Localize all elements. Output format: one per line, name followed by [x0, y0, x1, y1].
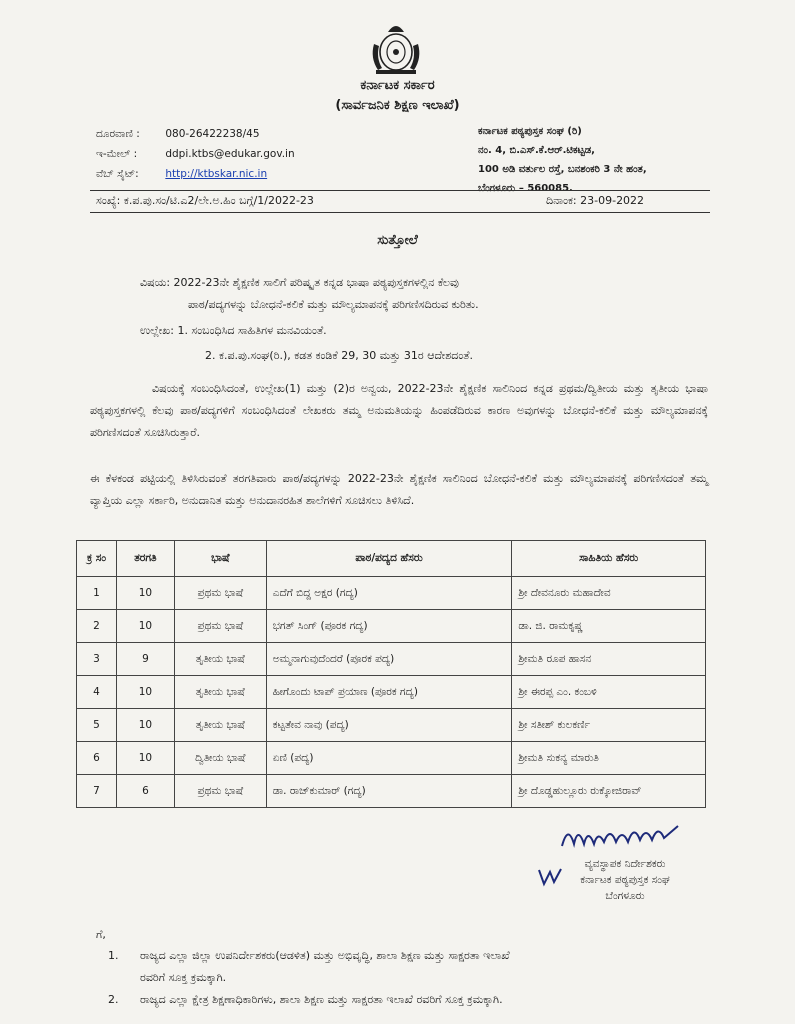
cell-serial: 5: [77, 709, 117, 742]
cell-class: 10: [116, 676, 174, 709]
recipient-text: ರಾಜ್ಯದ ಎಲ್ಲಾ ಕ್ಷೇತ್ರ ಶಿಕ್ಷಣಾಧಿಕಾರಿಗಳು, ಶಾಲಾ ಶಿಕ್ಷಣ ಮತ್ತು ಸಾಕ್ಷರತಾ ಇಲಾಖೆ ರವರಿಗೆ ಸೂಕ್ತ ಕ್ರಮಕ್ಕಾಗಿ.: [140, 993, 503, 1006]
table-row: [77, 577, 706, 610]
cell-serial: 1: [77, 577, 117, 610]
cell-class: 10: [116, 610, 174, 643]
cell-serial: 3: [77, 643, 117, 676]
signatory-org: ಕರ್ನಾಟಕ ಪಠ್ಯಪುಸ್ತಕ ಸಂಘ: [580, 874, 670, 886]
phone-label: ದೂರವಾಣಿ :: [96, 128, 140, 140]
department-name: (ಸಾರ್ವಜನಿಕ ಶಿಕ್ಷಣ ಇಲಾಖೆ): [335, 98, 460, 113]
reference-2: 2. ಕ.ಪ.ಪು.ಸಂಘ(ರಿ.), ಕಡತ ಕಂಡಿಕೆ 29, 30 ಮತ್ತು 31ರ ಆದೇಶದಂತೆ.: [205, 349, 473, 362]
signatory-city: ಬೆಂಗಳೂರು: [605, 890, 645, 902]
cell-lesson: ಡಾ. ರಾಜ್‌ಕುಮಾರ್ (ಗದ್ಯ): [266, 775, 512, 808]
cell-serial: 2: [77, 610, 117, 643]
cell-class: 10: [116, 709, 174, 742]
signatory-block: [545, 856, 705, 904]
circular-date: ದಿನಾಂಕ: 23-09-2022: [546, 194, 645, 207]
state-emblem-icon: [366, 18, 426, 76]
cell-class: 9: [116, 643, 174, 676]
reference-number: ಸಂಖ್ಯೆ: ಕ.ಪ.ಪು.ಸಂ/ಟಿ.ಎ2/ಲೇ.ಅ.ಹಿಂ ಬಗ್ಗೆ/1/2022-23: [96, 194, 314, 207]
recipient-number: 2.: [108, 993, 119, 1006]
phone-row: [96, 124, 295, 144]
table-row: [77, 643, 706, 676]
cell-language: ಪ್ರಥಮ ಭಾಷೆ: [174, 610, 266, 643]
contact-block: [96, 124, 295, 184]
cell-language: ದ್ವಿತೀಯ ಭಾಷೆ: [174, 742, 266, 775]
col-author: ಸಾಹಿತಿಯ ಹೆಸರು: [512, 541, 706, 577]
cell-language: ತೃತೀಯ ಭಾಷೆ: [174, 676, 266, 709]
table-row: [77, 610, 706, 643]
to-label: ಗೆ,: [96, 928, 106, 941]
col-serial: ಕ್ರ ಸಂ: [77, 541, 117, 577]
website-row: [96, 164, 295, 184]
government-name: ಕರ್ನಾಟಕ ಸರ್ಕಾರ: [360, 78, 435, 93]
cell-class: 6: [116, 775, 174, 808]
recipient-number: 1.: [108, 949, 119, 962]
cell-lesson: ಏಣಿ (ಪದ್ಯ): [266, 742, 512, 775]
phone-number: 080-26422238/45: [165, 128, 260, 140]
col-class: ತರಗತಿ: [116, 541, 174, 577]
address-line-2: ನಂ. 4, ಬಿ.ಎಸ್.ಕೆ.ಆರ್.ಟಿಕಟ್ಟಡ,: [478, 145, 595, 156]
cell-author: ಶ್ರೀ ದೊಡ್ಡಹುಲ್ಲೂರು ರುಕ್ಕೋಜಿರಾವ್: [512, 775, 706, 808]
table-row: [77, 676, 706, 709]
cell-class: 10: [116, 742, 174, 775]
body-paragraph-2: ಈ ಕೆಳಕಂಡ ಪಟ್ಟಿಯಲ್ಲಿ ತಿಳಿಸಿರುವಂತೆ ತರಗತಿವಾರು ಪಾಠ/ಪದ್ಯಗಳನ್ನು 2022-23ನೇ ಶೈಕ್ಷಣಿಕ ಸಾಲಿನಿಂದ ಬೋಧನೆ-ಕಲಿಕೆ ಮತ್ತು ಮೌಲ್ಯಮಾಪನಕ್ಕೆ ಪರಿಗಣಿಸದಂತೆ ತಮ್ಮ ವ್ಯಾಪ್ತಿಯ ಎಲ್ಲಾ ಸರ್ಕಾರಿ, ಅನುದಾನಿತ ಮತ್ತು ಅನುದಾನರಹಿತ ಶಾಲೆಗಳಿಗೆ ಸೂಚಿಸಲು ತಿಳಿಸಿದೆ.: [90, 472, 708, 507]
cell-language: ಪ್ರಥಮ ಭಾಷೆ: [174, 775, 266, 808]
office-address: [478, 122, 647, 198]
subject-block: [140, 272, 700, 316]
lessons-table: [76, 540, 706, 808]
col-language: ಭಾಷೆ: [174, 541, 266, 577]
cell-serial: 6: [77, 742, 117, 775]
cell-author: ಶ್ರೀಮತಿ ರೂಪ ಹಾಸನ: [512, 643, 706, 676]
cell-lesson: ಕಟ್ಟತೇವ ನಾವು (ಪದ್ಯ): [266, 709, 512, 742]
email-address[interactable]: ddpi.ktbs@edukar.gov.in: [165, 148, 295, 160]
cell-serial: 7: [77, 775, 117, 808]
website-label: ವೆಬ್ ಸೈಟ್:: [96, 168, 139, 180]
address-line-3: 100 ಅಡಿ ವರ್ತುಲ ರಸ್ತೆ, ಬನಶಂಕರಿ 3 ನೇ ಹಂತ,: [478, 164, 647, 175]
email-label: ಇ-ಮೇಲ್ :: [96, 148, 138, 160]
reference-1: ಉಲ್ಲೇಖ: 1. ಸಂಬಂಧಿಸಿದ ಸಾಹಿತಿಗಳ ಮನವಿಯಂತೆ.: [140, 324, 327, 337]
email-row: [96, 144, 295, 164]
cell-lesson: ಅಮ್ಮನಾಗುವುದೆಂದರೆ (ಪೂರಕ ಪದ್ಯ): [266, 643, 512, 676]
cell-author: ಶ್ರೀ ಸತೀಶ್ ಕುಲಕರ್ಣಿ: [512, 709, 706, 742]
reference-block: [140, 318, 473, 368]
cell-language: ತೃತೀಯ ಭಾಷೆ: [174, 709, 266, 742]
col-lesson: ಪಾಠ/ಪದ್ಯದ ಹೆಸರು: [266, 541, 512, 577]
divider: [90, 190, 710, 191]
subject-line-1: ವಿಷಯ: 2022-23ನೇ ಶೈಕ್ಷಣಿಕ ಸಾಲಿಗೆ ಪರಿಷ್ಕೃತ ಕನ್ನಡ ಭಾಷಾ ಪಠ್ಯಪುಸ್ತಕಗಳಲ್ಲಿನ ಕೆಲವು: [140, 276, 459, 289]
table-header-row: [77, 541, 706, 577]
cell-author: ಶ್ರೀ ಈರಪ್ಪ ಎಂ. ಕಂಬಳಿ: [512, 676, 706, 709]
table-row: [77, 742, 706, 775]
signatory-title: ವ್ಯವಸ್ಥಾಪಕ ನಿರ್ದೇಶಕರು: [584, 858, 666, 870]
cell-language: ತೃತೀಯ ಭಾಷೆ: [174, 643, 266, 676]
cell-author: ಶ್ರೀ ದೇವನೂರು ಮಹಾದೇವ: [512, 577, 706, 610]
cell-author: ಡಾ. ಜಿ. ರಾಮಕೃಷ್ಣ: [512, 610, 706, 643]
cell-lesson: ಎದೆಗೆ ಬಿದ್ದ ಅಕ್ಷರ (ಗದ್ಯ): [266, 577, 512, 610]
circular-heading: ಸುತ್ತೋಲೆ: [377, 233, 418, 248]
list-item: [108, 989, 698, 1011]
cell-class: 10: [116, 577, 174, 610]
divider: [90, 212, 710, 213]
address-line-1: ಕರ್ನಾಟಕ ಪಠ್ಯಪುಸ್ತಕ ಸಂಘ (ರಿ): [478, 126, 582, 137]
table-row: [77, 709, 706, 742]
table-row: [77, 775, 706, 808]
cell-lesson: ಭಗತ್ ಸಿಂಗ್ (ಪೂರಕ ಗದ್ಯ): [266, 610, 512, 643]
body-paragraph-1: ವಿಷಯಕ್ಕೆ ಸಂಬಂಧಿಸಿದಂತೆ, ಉಲ್ಲೇಖ(1) ಮತ್ತು (2)ರ ಅನ್ವಯ, 2022-23ನೇ ಶೈಕ್ಷಣಿಕ ಸಾಲಿನಿಂದ ಕನ್ನಡ ಪ್ರಥಮ/ದ್ವಿತೀಯ ಮತ್ತು ತೃತೀಯ ಭಾಷಾ ಪಠ್ಯಪುಸ್ತಕಗಳಲ್ಲಿ ಕೆಲವು ಪಾಠ/ಪದ್ಯಗಳಿಗೆ ಸಂಬಂಧಿಸಿದಂತೆ ಲೇಖಕರು ತಮ್ಮ ಅನುಮತಿಯನ್ನು ಹಿಂಪಡೆದಿರುವ ಕಾರಣ ಅವುಗಳನ್ನು ಬೋಧನೆ-ಕಲಿಕೆ ಮತ್ತು ಮೌಲ್ಯಮಾಪನಕ್ಕೆ ಪರಿಗಣಿಸದಂತೆ ಸೂಚಿಸಿರುತ್ತಾರೆ.: [90, 382, 708, 439]
cell-author: ಶ್ರೀಮತಿ ಸುಕನ್ಯ ಮಾರುತಿ: [512, 742, 706, 775]
recipient-text: ರಾಜ್ಯದ ಎಲ್ಲಾ ಜಿಲ್ಲಾ ಉಪನಿರ್ದೇಶಕರು(ಆಡಳಿತ) ಮತ್ತು ಅಭಿವೃದ್ಧಿ, ಶಾಲಾ ಶಿಕ್ಷಣ ಮತ್ತು ಸಾಕ್ಷರತಾ ಇಲಾಖೆ: [140, 949, 510, 962]
signature-scribble-icon: [558, 818, 688, 858]
subject-line-2: ಪಾಠ/ಪದ್ಯಗಳನ್ನು ಬೋಧನೆ-ಕಲಿಕೆ ಮತ್ತು ಮೌಲ್ಯಮಾಪನಕ್ಕೆ ಪರಿಗಣಿಸದಿರುವ ಕುರಿತು.: [188, 298, 479, 311]
list-item: [108, 945, 698, 967]
website-link[interactable]: http://ktbskar.nic.in: [165, 168, 268, 180]
cell-lesson: ಹೀಗೊಂದು ಟಾಪ್ ಪ್ರಯಾಣ (ಪೂರಕ ಗದ್ಯ): [266, 676, 512, 709]
cell-language: ಪ್ರಥಮ ಭಾಷೆ: [174, 577, 266, 610]
recipient-text-continued: ರವರಿಗೆ ಸೂಕ್ತ ಕ್ರಮಕ್ಕಾಗಿ.: [140, 971, 227, 984]
address-line-4: ಬೆಂಗಳೂರು – 560085.: [478, 183, 573, 194]
recipients-list: [108, 945, 698, 1011]
cell-serial: 4: [77, 676, 117, 709]
